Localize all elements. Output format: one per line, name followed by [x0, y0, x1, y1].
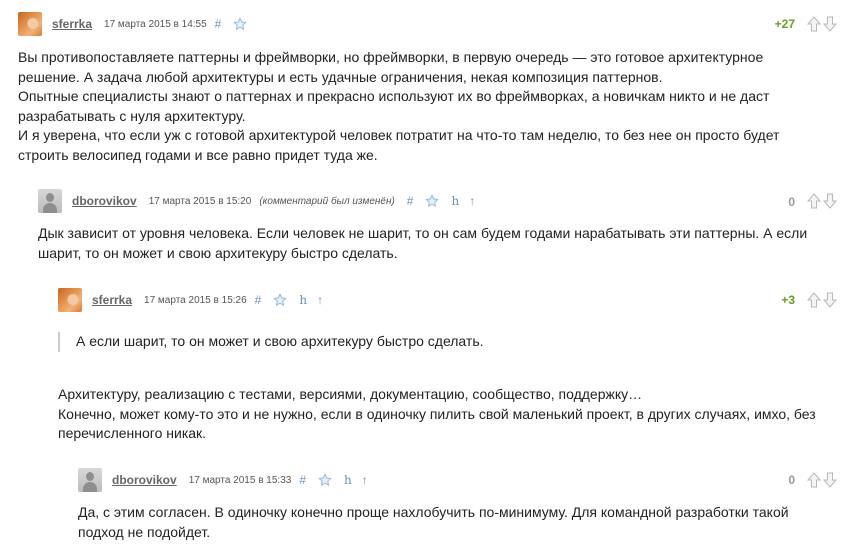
star-icon[interactable] [273, 293, 287, 307]
arrow-up-icon[interactable] [807, 292, 821, 308]
comment-date: 17 марта 2015 в 14:55 [104, 18, 207, 30]
username-link[interactable]: sferrka [52, 17, 93, 31]
reply-up-link[interactable]: ↑ [361, 473, 368, 487]
comment-body [78, 503, 828, 542]
arrow-down-icon[interactable] [823, 193, 837, 209]
edited-note: (комментарий был изменён) [259, 195, 395, 207]
permalink-link[interactable]: # [214, 17, 222, 31]
comment-body [18, 48, 818, 165]
comment-paragraph: Архитектуру, реализацию с тестами, версиями, документацию, сообщество, поддержку… [58, 386, 643, 402]
quote-text: А если шарит, то он может и свою архитекуру быстро сделать. [76, 333, 484, 349]
comment-header [78, 467, 368, 493]
star-icon[interactable] [425, 194, 439, 208]
parent-link[interactable]: h [344, 473, 352, 487]
permalink-link[interactable]: # [299, 473, 307, 487]
comment-rating: +27 [774, 17, 795, 31]
star-icon[interactable] [318, 473, 332, 487]
reply-up-link[interactable]: ↑ [317, 293, 324, 307]
avatar[interactable] [18, 12, 42, 36]
arrow-up-icon[interactable] [807, 472, 821, 488]
parent-link[interactable]: h [451, 194, 460, 208]
comment-date: 17 марта 2015 в 15:33 [188, 474, 292, 486]
comment-header [18, 11, 259, 37]
comment-paragraph: Опытные специалисты знают о паттернах и прекрасно используют их во фреймворках, а новичкам никто и не даст разрабатывать с нуля архитектуру. [18, 88, 770, 124]
star-icon[interactable] [233, 17, 247, 31]
reply-up-link[interactable]: ↑ [469, 194, 476, 208]
comment-header [58, 287, 323, 313]
comment-paragraph: Да, с этим согласен. В одиночку конечно проще нахлобучить по-минимуму. Для командной разработки такой подход не подойдет. [78, 504, 789, 540]
comment-paragraph: Дык зависит от уровня человека. Если человек не шарит, то он сам будем годами нарабатывать эти паттерны. А если шарит, то он может и свою архитекуру быстро сделать. [38, 225, 808, 261]
parent-link[interactable]: h [299, 293, 308, 307]
comment-rating: 0 [788, 195, 795, 209]
avatar[interactable] [38, 189, 62, 213]
permalink-link[interactable]: # [254, 293, 262, 307]
comment-header [38, 188, 475, 214]
avatar[interactable] [58, 288, 82, 312]
arrow-down-icon[interactable] [823, 472, 837, 488]
comment-paragraph: Конечно, может кому-то это и не нужно, если в одиночку пилить свой маленький проект, в других случаях, имхо, без перечисленного никак. [58, 405, 816, 441]
username-link[interactable]: dborovikov [112, 473, 177, 487]
comment-date: 17 марта 2015 в 15:20 [148, 195, 252, 207]
comment-body [38, 224, 828, 263]
arrow-up-icon[interactable] [807, 16, 821, 32]
username-link[interactable]: sferrka [92, 293, 133, 307]
comment-paragraph: Вы противопоставляете паттерны и фреймворки, но фреймворки, в первую очередь — это готовое архитектурное решение. А задача любой архитектуры и есть удачные ограничения, некая композиция паттернов. [18, 49, 764, 85]
permalink-link[interactable]: # [406, 194, 414, 208]
username-link[interactable]: dborovikov [72, 194, 137, 208]
comment-quote [58, 332, 796, 352]
comment-body [58, 385, 833, 444]
arrow-up-icon[interactable] [807, 193, 821, 209]
arrow-down-icon[interactable] [823, 292, 837, 308]
comment-rating: 0 [788, 473, 795, 487]
avatar[interactable] [78, 468, 102, 492]
arrow-down-icon[interactable] [823, 16, 837, 32]
comment-paragraph: И я уверена, что если уж с готовой архитектурой человек потратит на что-то там неделю, то без нее он просто будет строить велосипед годами и все равно придет туда же. [18, 127, 780, 163]
comment-date: 17 марта 2015 в 15:26 [144, 294, 247, 306]
comment-rating: +3 [781, 293, 795, 307]
